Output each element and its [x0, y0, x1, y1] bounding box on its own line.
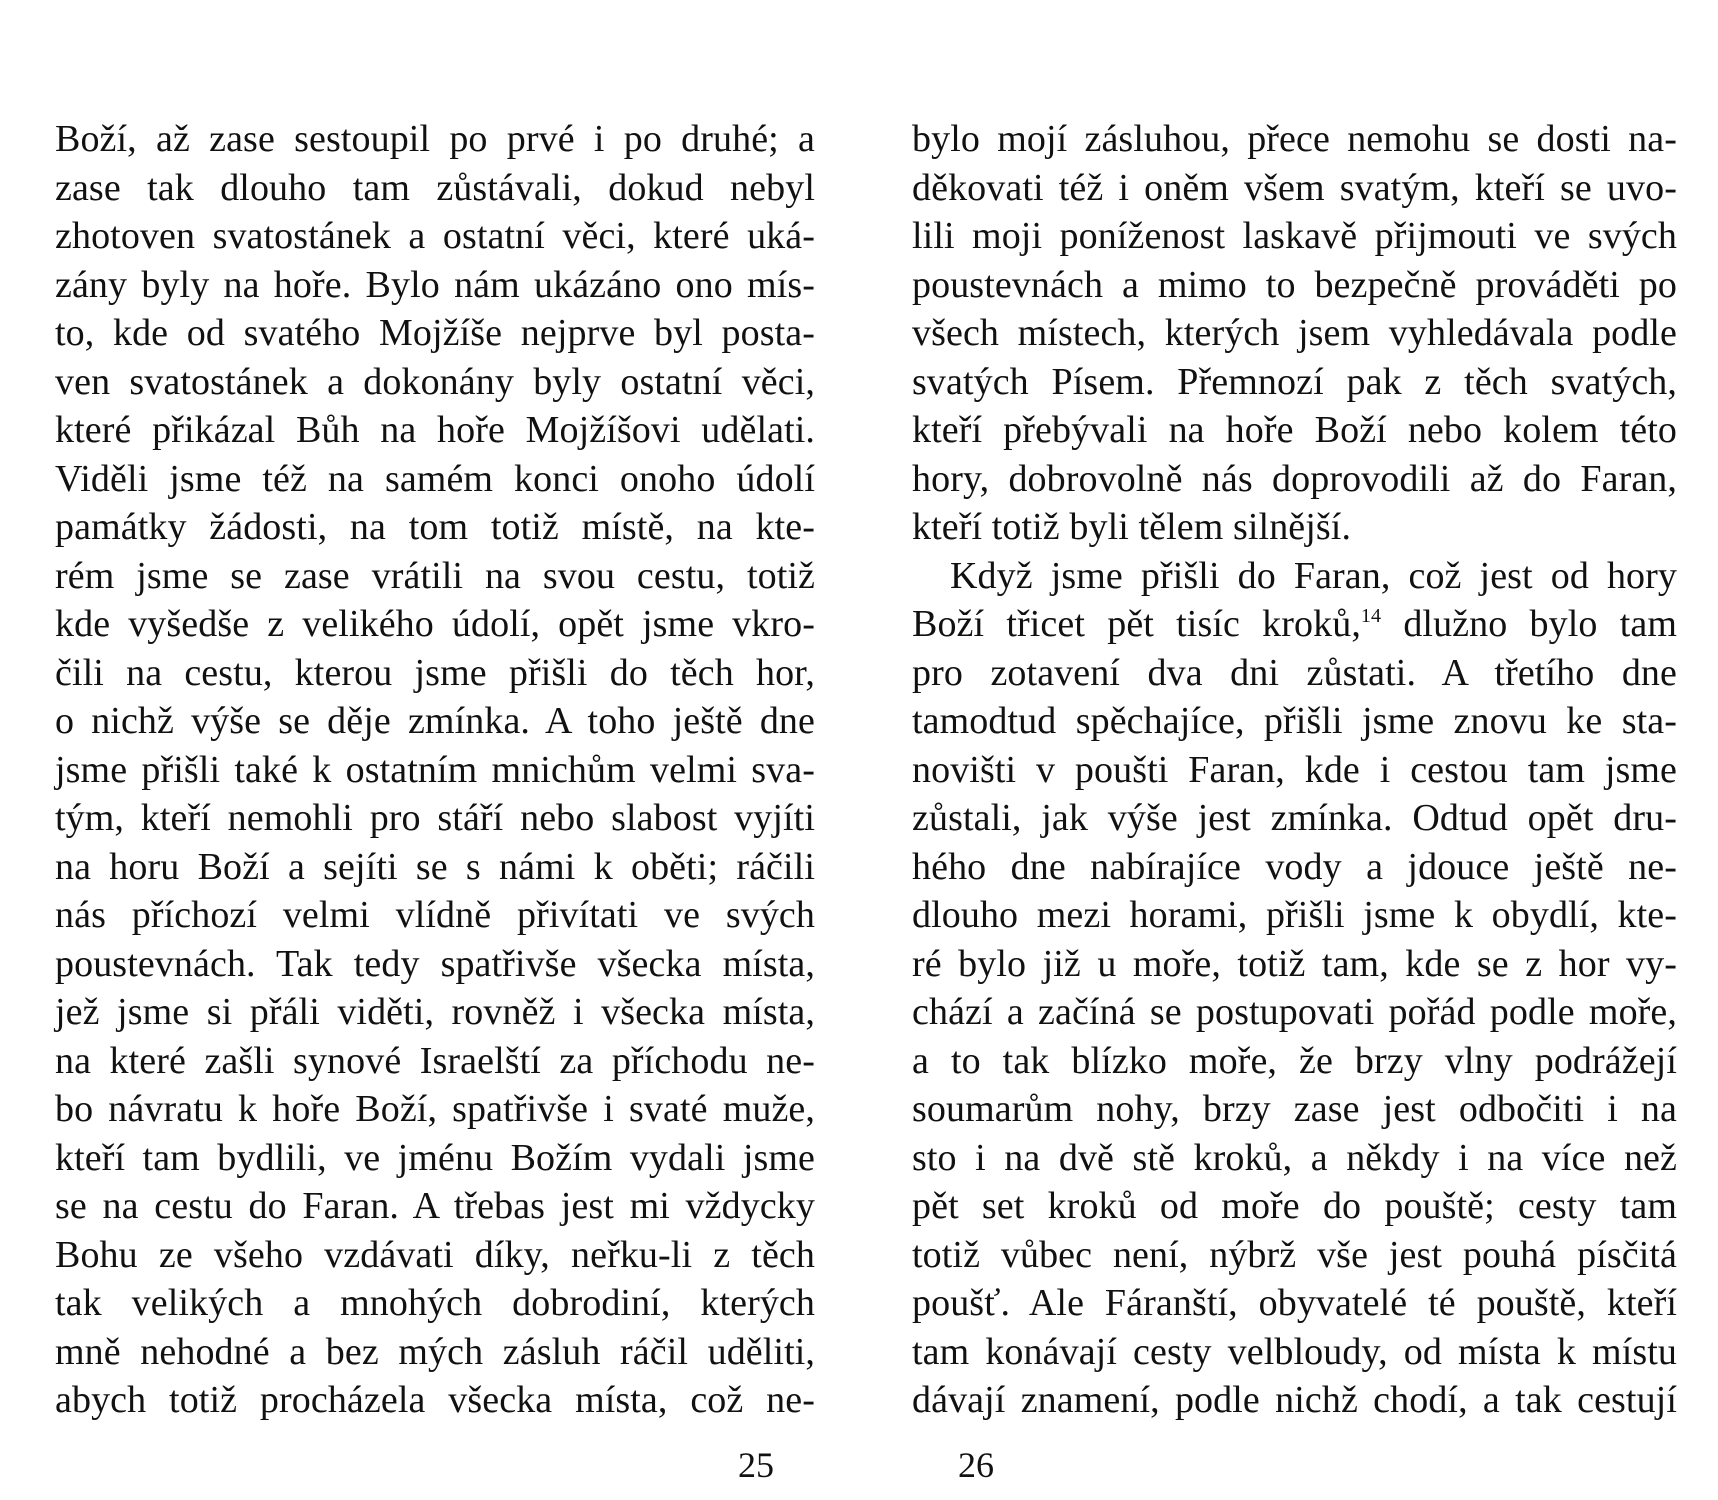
text-line: zůstali, jak výše jest zmínka. Odtud opět dru- [912, 797, 1677, 839]
text-line: bo návratu k hoře Boží, spatřivše i svaté muže, [55, 1088, 815, 1130]
right-page-number: 26 [958, 1445, 994, 1485]
text-line: všech místech, kterých jsem vyhledávala podle [912, 312, 1677, 354]
text-line: tamodtud spěchajíce, přišli jsme znovu ke sta- [912, 700, 1677, 742]
text-line: tam konávají cesty velbloudy, od místa k místu [912, 1330, 1677, 1373]
right-page [912, 115, 1677, 1425]
text-line: rém jsme se zase vrátili na svou cestu, totiž [55, 554, 815, 597]
text-line: Viděli jsme též na samém konci onoho údolí [55, 457, 815, 500]
left-page-number: 25 [738, 1445, 774, 1485]
paragraph-2-remaining-lines [912, 649, 1677, 1425]
text-line: kteří totiž byli tělem silnější. [912, 506, 1352, 548]
right-page-paragraph-2 [912, 552, 1677, 1425]
text-line: novišti v poušti Faran, kde i cestou tam jsme [912, 748, 1677, 791]
text-line: soumarům nohy, brzy zase jest odbočiti i na [912, 1088, 1677, 1130]
text-line: památky žádosti, na tom totiž místě, na kte- [55, 506, 815, 548]
text-line: zhotoven svatostánek a ostatní věci, které uká- [55, 215, 815, 257]
text-line: sto i na dvě stě kroků, a někdy i na více než [912, 1136, 1677, 1179]
text-line: pět set kroků od moře do pouště; cesty tam [912, 1185, 1677, 1227]
text-line: jsme přišli také k ostatním mnichům velmi sva- [55, 748, 815, 791]
text-line: které přikázal Bůh na hoře Mojžíšovi udělati. [55, 409, 815, 451]
right-page-paragraph-1 [912, 115, 1677, 552]
left-page-text [55, 115, 815, 1425]
text-line: o nichž výše se děje zmínka. A toho ještě dne [55, 700, 815, 742]
text-line: dlouho mezi horami, přišli jsme k obydlí, kte- [912, 894, 1677, 936]
text-line: a to tak blízko moře, že brzy vlny podrážejí [912, 1039, 1677, 1082]
text-line: poustevnách a mimo to bezpečně prováděti po [912, 263, 1677, 306]
text-line: totiž vůbec není, nýbrž vše jest pouhá písčitá [912, 1233, 1677, 1276]
text-line: kteří přebývali na hoře Boží nebo kolem této [912, 409, 1677, 451]
text-line: kteří tam bydlili, ve jménu Božím vydali jsme [55, 1136, 815, 1179]
text-line: bylo mojí zásluhou, přece nemohu se dosti na- [912, 118, 1677, 160]
text-line: tak velikých a mnohých dobrodiní, kterých [55, 1282, 815, 1324]
text-line: zány byly na hoře. Bylo nám ukázáno ono mís- [55, 263, 815, 306]
text-line: Bohu ze všeho vzdávati díky, neřku-li z těch [55, 1233, 815, 1276]
paragraph-2-footnote-line [912, 600, 1677, 649]
text-line: chází a začíná se postupovati pořád podle moře, [912, 991, 1677, 1033]
text-line: ré bylo již u moře, totiž tam, kde se z hor vy- [912, 942, 1677, 985]
text-line: zase tak dlouho tam zůstávali, dokud nebyl [55, 166, 815, 209]
text-line: Boží, až zase sestoupil po prvé i po druhé; a [55, 118, 815, 160]
line-text-after-note: dlužno bylo tam [1381, 603, 1677, 645]
text-line: jež jsme si přáli viděti, rovněž i všecka místa, [55, 991, 815, 1033]
text-line: hého dne nabírajíce vody a jdouce ještě ne- [912, 845, 1677, 888]
text-line: lili moji poníženost laskavě přijmouti ve svých [912, 215, 1677, 257]
text-line: to, kde od svatého Mojžíše nejprve byl posta- [55, 312, 815, 354]
text-line: ven svatostánek a dokonány byly ostatní věci, [55, 360, 815, 403]
text-line: poustevnách. Tak tedy spatřivše všecka místa, [55, 942, 815, 985]
text-line: poušť. Ale Fáranští, obyvatelé té pouště, kteří [912, 1282, 1677, 1324]
text-line: děkovati též i oněm všem svatým, kteří se uvo- [912, 166, 1677, 209]
text-line: na které zašli synové Israelští za příchodu ne- [55, 1039, 815, 1082]
text-line: svatých Písem. Přemnozí pak z těch svatých, [912, 360, 1677, 403]
text-line: hory, dobrovolně nás doprovodili až do Faran, [912, 457, 1677, 500]
text-line: pro zotavení dva dni zůstati. A třetího dne [912, 651, 1677, 694]
text-line: čili na cestu, kterou jsme přišli do těch hor, [55, 651, 815, 694]
text-line: kde vyšedše z velikého údolí, opět jsme vkro- [55, 603, 815, 645]
footnote-reference[interactable]: 14 [1360, 605, 1382, 627]
text-line: mně nehodné a bez mých zásluh ráčil uděliti, [55, 1330, 815, 1373]
line-text-before-note: Boží třicet pět tisíc kroků, [912, 603, 1361, 645]
text-line: se na cestu do Faran. A třebas jest mi vždycky [55, 1185, 815, 1227]
text-line: dávají znamení, podle nichž chodí, a tak cestují [912, 1379, 1677, 1421]
paragraph-2-first-line: Když jsme přišli do Faran, což jest od hory [950, 554, 1677, 597]
left-page [55, 115, 815, 1425]
text-line: na horu Boží a sejíti se s námi k oběti; ráčili [55, 845, 815, 888]
text-line: tým, kteří nemohli pro stáří nebo slabost vyjíti [55, 797, 815, 839]
text-line: abych totiž procházela všecka místa, což ne- [55, 1379, 815, 1421]
text-line: nás příchozí velmi vlídně přivítati ve svých [55, 894, 815, 936]
